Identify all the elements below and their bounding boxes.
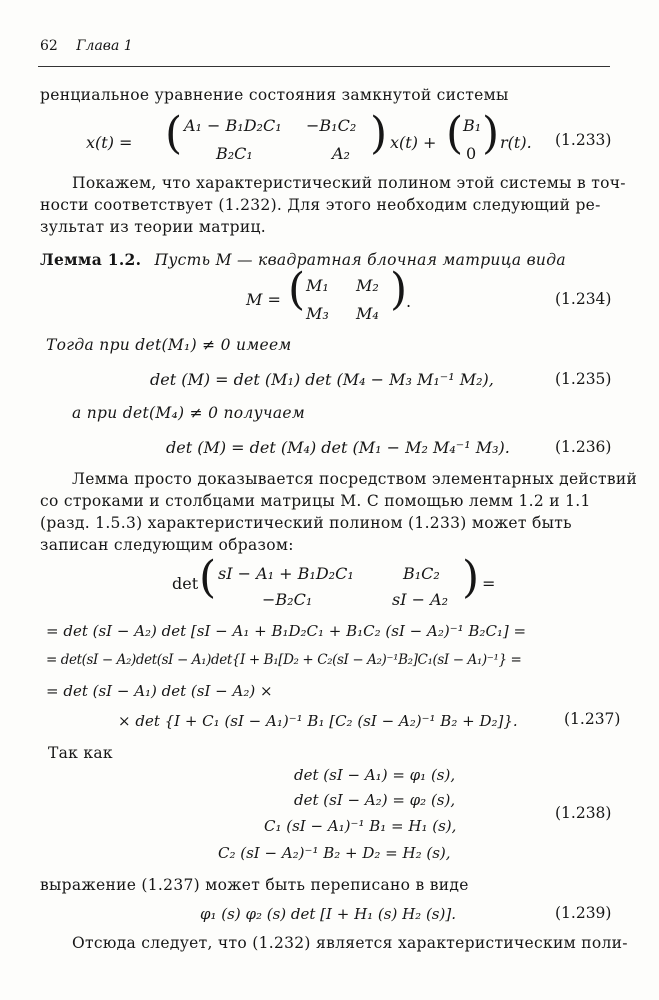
- eq-1233-number: (1.233): [555, 131, 612, 149]
- eq-1237-paren-right: ): [462, 552, 480, 603]
- text-line: ренциальное уравнение состояния замкнутой системы: [40, 86, 509, 104]
- eq-1234-paren-right: ): [390, 264, 408, 315]
- text-line: Так как: [48, 744, 113, 762]
- eq-1233-v1: B₁: [463, 116, 482, 135]
- eq-1237-number: (1.237): [564, 710, 621, 728]
- eq-1234-number: (1.234): [555, 290, 612, 308]
- eq-1235: det (M) = det (M₁) det (M₄ − M₃ M₁⁻¹ M₂),: [150, 370, 494, 389]
- eq-1234-lhs: M =: [246, 290, 281, 309]
- eq-1233-mid: x(t) +: [390, 133, 437, 152]
- eq-1234-paren-left: (: [288, 264, 306, 315]
- text-line: а при det(M₄) ≠ 0 получаем: [72, 404, 305, 422]
- eq-1238-row: C₁ (sI − A₁)⁻¹ B₁ = H₁ (s),: [264, 817, 457, 835]
- header-rule: [38, 66, 610, 67]
- text-line: выражение (1.237) может быть переписано в виде: [40, 876, 469, 894]
- eq-1237-row: = det (sI − A₂) det [sI − A₁ + B₁D₂C₁ + B₁C₂ (sI − A₂)⁻¹ B₂C₁] =: [46, 622, 527, 640]
- page-number: 62: [40, 38, 58, 54]
- eq-1233-paren-left: (: [165, 108, 183, 159]
- text-line: со строками и столбцами матрицы M. С помощью лемм 1.2 и 1.1: [40, 492, 591, 510]
- eq-1233-v2: 0: [466, 144, 477, 163]
- eq-1237-row: = det(sI − A₂)det(sI − A₁)det{I + B₁[D₂ + C₂(sI − A₂)⁻¹B₂]C₁(sI − A₁)⁻¹} =: [46, 652, 522, 668]
- eq-1237-det: det: [172, 574, 199, 593]
- eq-1234-m12: M₂: [356, 276, 379, 295]
- eq-1237-eqsign: =: [482, 574, 496, 593]
- eq-1233-paren-right: ): [370, 108, 388, 159]
- eq-1234-m11: M₁: [306, 276, 329, 295]
- chapter-title: Глава 1: [76, 38, 133, 54]
- eq-1238-row: C₂ (sI − A₂)⁻¹ B₂ + D₂ = H₂ (s),: [218, 844, 451, 862]
- lemma-label: Лемма 1.2.: [40, 250, 142, 269]
- eq-1233-m12: −B₁C₂: [306, 116, 357, 135]
- text-line: Покажем, что характеристический полином этой системы в точ-: [72, 174, 626, 192]
- text-line: ности соответствует (1.232). Для этого необходим следующий ре-: [40, 196, 601, 214]
- text-line: Лемма просто доказывается посредством элементарных действий: [72, 470, 638, 488]
- eq-1236: det (M) = det (M₄) det (M₁ − M₂ M₄⁻¹ M₃).: [166, 438, 510, 457]
- eq-1234-m22: M₄: [356, 304, 379, 323]
- eq-1233-lhs: x(t) =: [86, 133, 133, 152]
- eq-1237-row: × det {I + C₁ (sI − A₁)⁻¹ B₁ [C₂ (sI − A₂)⁻¹ B₂ + D₂]}.: [118, 712, 518, 730]
- eq-1238-number: (1.238): [555, 804, 612, 822]
- eq-1237-row: = det (sI − A₁) det (sI − A₂) ×: [46, 682, 273, 700]
- eq-1239-number: (1.239): [555, 904, 612, 922]
- text-line: записан следующим образом:: [40, 536, 294, 554]
- eq-1233-rhs: r(t).: [500, 133, 532, 152]
- running-header: [40, 38, 133, 54]
- eq-1237-m11: sI − A₁ + B₁D₂C₁: [218, 564, 354, 583]
- eq-1236-number: (1.236): [555, 438, 612, 456]
- lemma-text: Пусть M — квадратная блочная матрица вида: [154, 251, 566, 269]
- eq-1233-m21: B₂C₁: [216, 144, 253, 163]
- eq-1234-m21: M₃: [306, 304, 329, 323]
- eq-1233-vec-paren-left: (: [446, 108, 464, 159]
- eq-1238-row: det (sI − A₂) = φ₂ (s),: [294, 791, 456, 809]
- text-line: Тогда при det(M₁) ≠ 0 имеем: [46, 336, 292, 354]
- text-line: (разд. 1.5.3) характеристический полином (1.233) может быть: [40, 514, 572, 532]
- eq-1237-m12: B₁C₂: [403, 564, 440, 583]
- eq-1237-m22: sI − A₂: [392, 590, 449, 609]
- eq-1233-m22: A₂: [332, 144, 350, 163]
- text-line: Отсюда следует, что (1.232) является характеристическим поли-: [72, 934, 628, 952]
- eq-1233-m11: A₁ − B₁D₂C₁: [184, 116, 282, 135]
- eq-1239: φ₁ (s) φ₂ (s) det [I + H₁ (s) H₂ (s)].: [200, 905, 456, 923]
- eq-1237-m21: −B₂C₁: [262, 590, 313, 609]
- eq-1238-row: det (sI − A₁) = φ₁ (s),: [294, 766, 456, 784]
- eq-1233-vec-paren-right: ): [482, 108, 500, 159]
- eq-1237-paren-left: (: [199, 552, 217, 603]
- eq-1234-tail: .: [406, 292, 412, 311]
- text-line: зультат из теории матриц.: [40, 218, 266, 236]
- eq-1235-number: (1.235): [555, 370, 612, 388]
